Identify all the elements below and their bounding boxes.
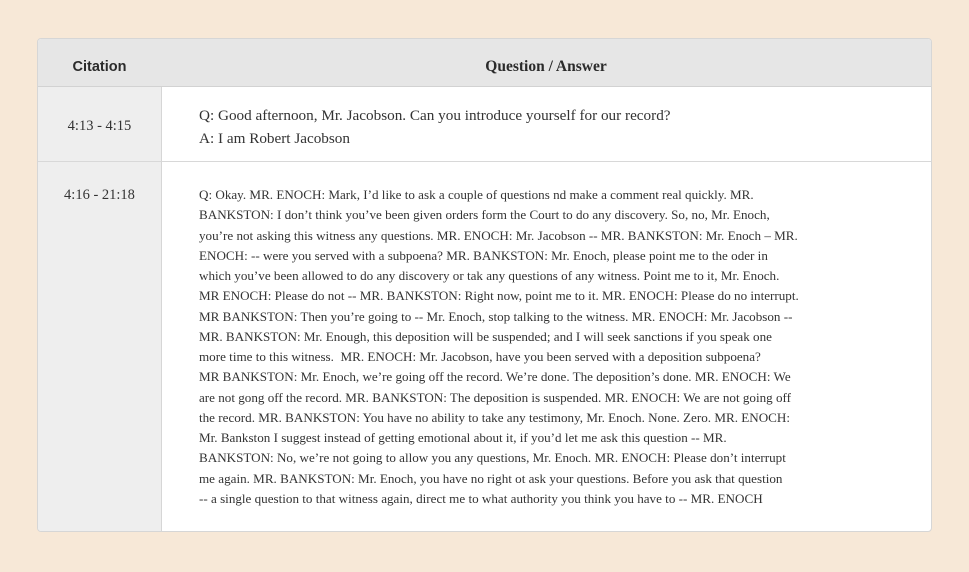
table-row <box>199 104 899 150</box>
transcript-line: BANKSTON: No, we’re not going to allow you any questions, Mr. Enoch. MR. ENOCH: Please don’t interrupt <box>199 450 786 466</box>
transcript-line: the record. MR. BANKSTON: You have no ability to take any testimony, Mr. Enoch. None. Zero. MR. ENOCH: <box>199 409 790 425</box>
answer-line: A: I am Robert Jacobson <box>199 130 350 147</box>
table-row <box>199 185 839 509</box>
transcript-line: which you’ve been allowed to do any discovery or tak any questions of any witness. Point me to it, Mr. Enoch. <box>199 268 780 283</box>
citation-column <box>38 87 162 531</box>
transcript-line: MR BANKSTON: Then you’re going to -- Mr. Enoch, stop talking to the witness. MR. ENOCH: Mr. Jacobson -- <box>199 308 793 324</box>
citation-column-header: Citation <box>72 59 127 75</box>
transcript-line: -- a single question to that witness again, direct me to what authority you think you have to -- MR. ENOCH <box>199 490 763 506</box>
citation-cell: 4:16 - 21:18 <box>64 187 135 203</box>
citation-cell: 4:13 - 4:15 <box>67 118 132 134</box>
transcript-line: you’re not asking this witness any questions. MR. ENOCH: Mr. Jacobson -- MR. BANKSTON: Mr. Enoch – MR. <box>199 227 798 243</box>
transcript-line: Mr. Bankston I suggest instead of getting emotional about it, if you’d let me ask this question -- MR. <box>199 430 727 445</box>
transcript-line: more time to this witness. MR. ENOCH: Mr. Jacobson, have you been served with a deposition subpoena? <box>199 349 761 364</box>
question-line: Q: Good afternoon, Mr. Jacobson. Can you introduce yourself for our record? <box>199 107 671 124</box>
transcript-line: me again. MR. BANKSTON: Mr. Enoch, you have no right ot ask your questions. Before you ask that question <box>199 470 783 486</box>
row-divider <box>38 161 931 162</box>
transcript-line: MR BANKSTON: Mr. Enoch, we’re going off the record. We’re done. The deposition’s done. MR. ENOCH: We <box>199 369 791 385</box>
transcript-line: MR. BANKSTON: Mr. Enough, this deposition will be suspended; and I will seek sanctions if you speak one <box>199 328 772 344</box>
transcript-line: are not gong off the record. MR. BANKSTON: The deposition is suspended. MR. ENOCH: We are not going off <box>199 389 791 405</box>
transcript-line: MR ENOCH: Please do not -- MR. BANKSTON: Right now, point me to it. MR. ENOCH: Please do no interrupt. <box>199 288 799 304</box>
transcript-line: Q: Okay. MR. ENOCH: Mark, I’d like to ask a couple of questions nd make a comment real quickly. MR. <box>199 187 754 202</box>
transcript-line: ENOCH: -- were you served with a subpoena? MR. BANKSTON: Mr. Enoch, please point me to the oder in <box>199 247 768 263</box>
transcript-line: BANKSTON: I don’t think you’ve been given orders form the Court to do any discovery. So, no, Mr. Enoch, <box>199 207 770 223</box>
transcript-table <box>37 38 932 532</box>
question-answer-column-header: Question / Answer <box>485 58 607 75</box>
table-header <box>38 39 931 87</box>
